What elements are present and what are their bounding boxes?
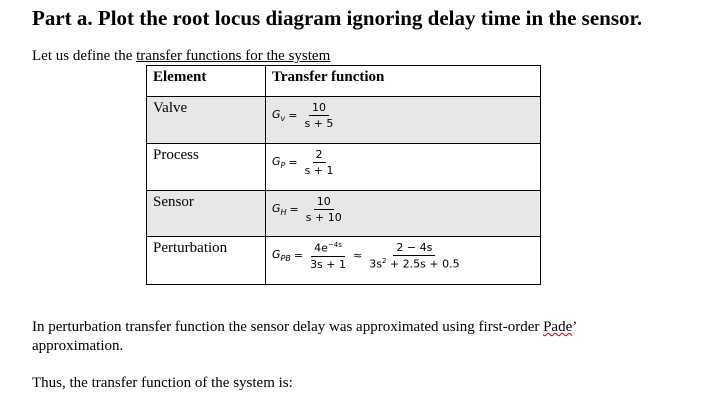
denominator-tail: + 2.5s + 0.5 xyxy=(386,257,460,271)
denominator xyxy=(366,256,462,271)
transfer-function-table xyxy=(146,65,541,285)
table-row-valve xyxy=(147,97,541,144)
table-header-row xyxy=(147,66,541,97)
valve-equation xyxy=(272,101,534,130)
tf-symbol: G xyxy=(272,248,281,262)
tf-cell xyxy=(266,237,541,285)
tf-symbol: G xyxy=(272,201,281,215)
denominator: s + 1 xyxy=(304,164,334,177)
tf-cell xyxy=(266,191,541,237)
system-tf-paragraph: Thus, the transfer function of the system is: xyxy=(32,375,293,391)
spellcheck-word[interactable]: Pade xyxy=(543,319,573,335)
intro-text xyxy=(32,48,330,65)
section-heading: Part a. Plot the root locus diagram ignoring delay time in the sensor. xyxy=(32,6,643,30)
header-transfer-function: Transfer function xyxy=(266,66,541,97)
tf-subscript: v xyxy=(280,114,286,124)
equals-sign: = xyxy=(288,156,298,169)
intro-underlined: transfer functions for the system xyxy=(136,48,331,64)
denominator-exponent: 2 xyxy=(381,257,387,265)
intro-lead: Let us define the xyxy=(32,48,137,64)
numerator: 10 xyxy=(309,101,329,116)
element-cell: Sensor xyxy=(147,191,266,237)
table-row-perturbation xyxy=(147,237,541,285)
element-cell: Valve xyxy=(147,97,266,144)
approx-sign: ≈ xyxy=(353,249,363,263)
numerator xyxy=(311,241,345,257)
numerator-exponent: −4s xyxy=(327,241,342,249)
paragraph-text: In perturbation transfer function the sensor delay was approximated using first-order xyxy=(32,319,544,335)
fraction xyxy=(302,148,337,177)
fraction xyxy=(303,195,345,224)
denominator-lead: 3s xyxy=(369,257,382,271)
element-cell: Perturbation xyxy=(147,237,266,285)
tf-subscript: H xyxy=(280,208,287,218)
equals-sign: = xyxy=(293,249,304,263)
fraction xyxy=(301,101,336,130)
paragraph-text-end: ’ approximation. xyxy=(32,319,577,354)
equals-sign: = xyxy=(288,109,298,122)
tf-subscript: PB xyxy=(280,254,291,264)
numerator: 2 − 4s xyxy=(393,241,435,256)
tf-subscript: P xyxy=(280,161,286,171)
numerator: 10 xyxy=(314,195,334,210)
denominator: s + 5 xyxy=(304,117,334,130)
fraction xyxy=(307,241,349,271)
pade-fraction xyxy=(366,241,462,271)
perturbation-equation xyxy=(272,241,534,271)
denominator: 3s + 1 xyxy=(310,257,347,271)
equals-sign: = xyxy=(289,203,299,216)
numerator: 2 xyxy=(313,148,326,163)
tf-symbol: G xyxy=(272,154,281,168)
header-element: Element xyxy=(147,66,266,97)
tf-cell xyxy=(266,144,541,191)
table-row-process xyxy=(147,144,541,191)
tf-symbol: G xyxy=(272,107,281,121)
element-cell: Process xyxy=(147,144,266,191)
sensor-equation xyxy=(272,195,534,224)
table-row-sensor xyxy=(147,191,541,237)
tf-cell xyxy=(266,97,541,144)
denominator: s + 10 xyxy=(305,211,342,224)
process-equation xyxy=(272,148,534,177)
numerator-base: 4e xyxy=(314,241,328,255)
pade-paragraph xyxy=(32,318,632,356)
